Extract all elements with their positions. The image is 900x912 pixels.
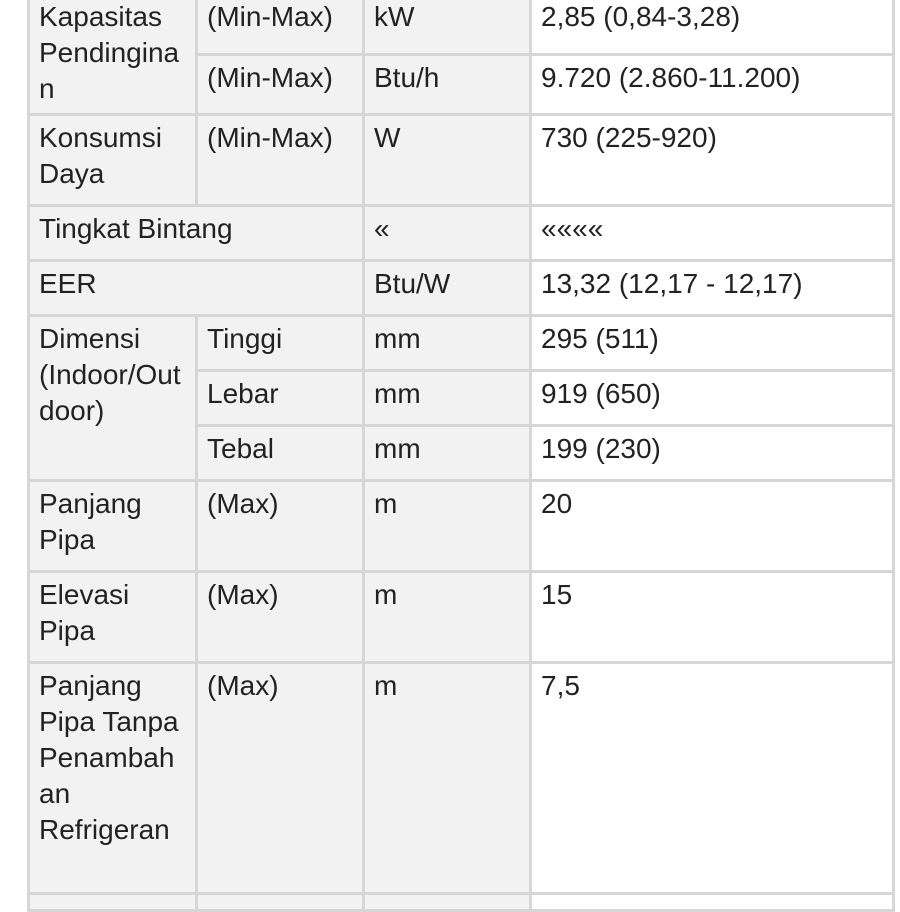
table-row <box>29 115 894 206</box>
qualifier-cell: (Max) <box>197 481 364 572</box>
row-label-star-rating: Tingkat Bintang <box>29 206 364 261</box>
qualifier-cell: Tebal <box>197 426 364 481</box>
row-label-eer: EER <box>29 261 364 316</box>
value-cell: 730 (225-920) <box>531 115 894 206</box>
value-cell: 15 <box>531 572 894 663</box>
value-cell: 199 (230) <box>531 426 894 481</box>
unit-cell: W <box>364 115 531 206</box>
empty-cell <box>364 894 531 911</box>
value-cell: 295 (511) <box>531 316 894 371</box>
qualifier-cell: Lebar <box>197 371 364 426</box>
qualifier-cell: Tinggi <box>197 316 364 371</box>
unit-cell: Btu/W <box>364 261 531 316</box>
row-label-pipe-elevation: Elevasi Pipa <box>29 572 197 663</box>
value-cell: 2,85 (0,84-3,28) <box>531 0 894 54</box>
empty-cell <box>29 894 197 911</box>
table-row <box>29 206 894 261</box>
empty-cell <box>197 894 364 911</box>
empty-cell <box>531 894 894 911</box>
qualifier-cell: (Min-Max) <box>197 54 364 115</box>
unit-cell: mm <box>364 371 531 426</box>
value-cell: 7,5 <box>531 663 894 894</box>
table-row <box>29 316 894 371</box>
unit-cell: « <box>364 206 531 261</box>
row-label-pipe-length-no-refrigerant: Panjang Pipa Tanpa Penambahan Refrigeran <box>29 663 197 894</box>
unit-cell: m <box>364 481 531 572</box>
qualifier-cell: (Max) <box>197 663 364 894</box>
row-label-cooling-capacity: Kapasitas Pendinginan <box>29 0 197 115</box>
table-row <box>29 0 894 54</box>
qualifier-cell: (Max) <box>197 572 364 663</box>
unit-cell: kW <box>364 0 531 54</box>
qualifier-cell: (Min-Max) <box>197 115 364 206</box>
row-label-pipe-length: Panjang Pipa <box>29 481 197 572</box>
table-row <box>29 663 894 894</box>
value-cell: 13,32 (12,17 - 12,17) <box>531 261 894 316</box>
unit-cell: Btu/h <box>364 54 531 115</box>
qualifier-cell: (Min-Max) <box>197 0 364 54</box>
value-cell: 20 <box>531 481 894 572</box>
spec-table <box>27 0 895 912</box>
table-row-partial <box>29 894 894 911</box>
value-cell: 9.720 (2.860-11.200) <box>531 54 894 115</box>
table-row <box>29 572 894 663</box>
unit-cell: mm <box>364 316 531 371</box>
unit-cell: mm <box>364 426 531 481</box>
value-cell: «««« <box>531 206 894 261</box>
unit-cell: m <box>364 572 531 663</box>
table-row <box>29 481 894 572</box>
unit-cell: m <box>364 663 531 894</box>
table-row <box>29 261 894 316</box>
spec-table-container <box>27 0 892 912</box>
value-cell: 919 (650) <box>531 371 894 426</box>
row-label-power-consumption: Konsumsi Daya <box>29 115 197 206</box>
row-label-dimensions: Dimensi (Indoor/Outdoor) <box>29 316 197 481</box>
